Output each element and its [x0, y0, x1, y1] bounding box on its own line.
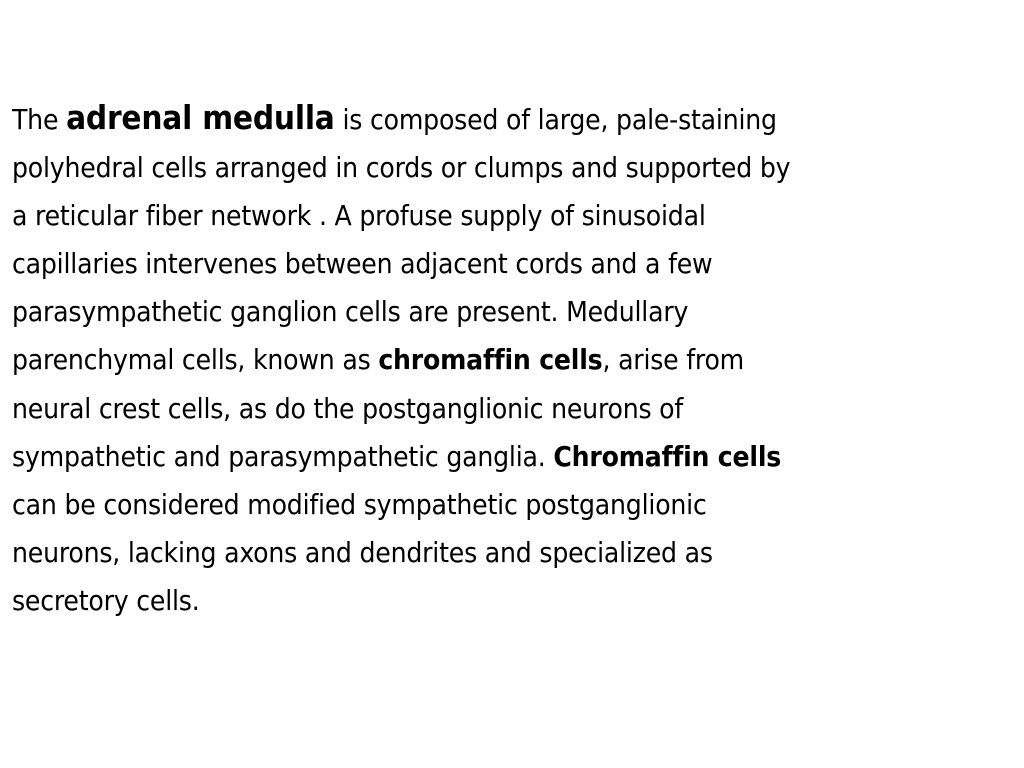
- text-line: secretory cells.: [12, 583, 200, 617]
- text-line: polyhedral cells arranged in cords or clumps and supported by: [12, 151, 791, 185]
- text-run: is composed of large, pale-staining: [334, 103, 777, 136]
- text-run: , arise from: [602, 343, 745, 377]
- text-line: a reticular fiber network . A profuse supply of sinusoidal: [12, 199, 706, 233]
- term-chromaffin-cells: chromaffin cells: [378, 343, 603, 377]
- text-line: parasympathetic ganglion cells are present. Medullary: [12, 295, 689, 329]
- text-line: capillaries intervenes between adjacent cords and a few: [12, 247, 713, 281]
- text-line: can be considered modified sympathetic postganglionic: [12, 487, 707, 521]
- text-run: parenchymal cells, known as: [12, 343, 379, 377]
- text-line: [12, 94, 1018, 144]
- text-line: [12, 336, 1018, 384]
- term-chromaffin-cells: Chromaffin cells: [553, 439, 782, 473]
- text-line: neural crest cells, as do the postganglionic neurons of: [12, 391, 684, 425]
- term-adrenal-medulla: adrenal medulla: [66, 98, 335, 137]
- text-run: sympathetic and parasympathetic ganglia.: [12, 439, 554, 473]
- paragraph: [12, 94, 1018, 625]
- text-line: [12, 433, 1018, 481]
- text-run: The: [12, 103, 67, 136]
- text-line: neurons, lacking axons and dendrites and specialized as: [12, 535, 713, 569]
